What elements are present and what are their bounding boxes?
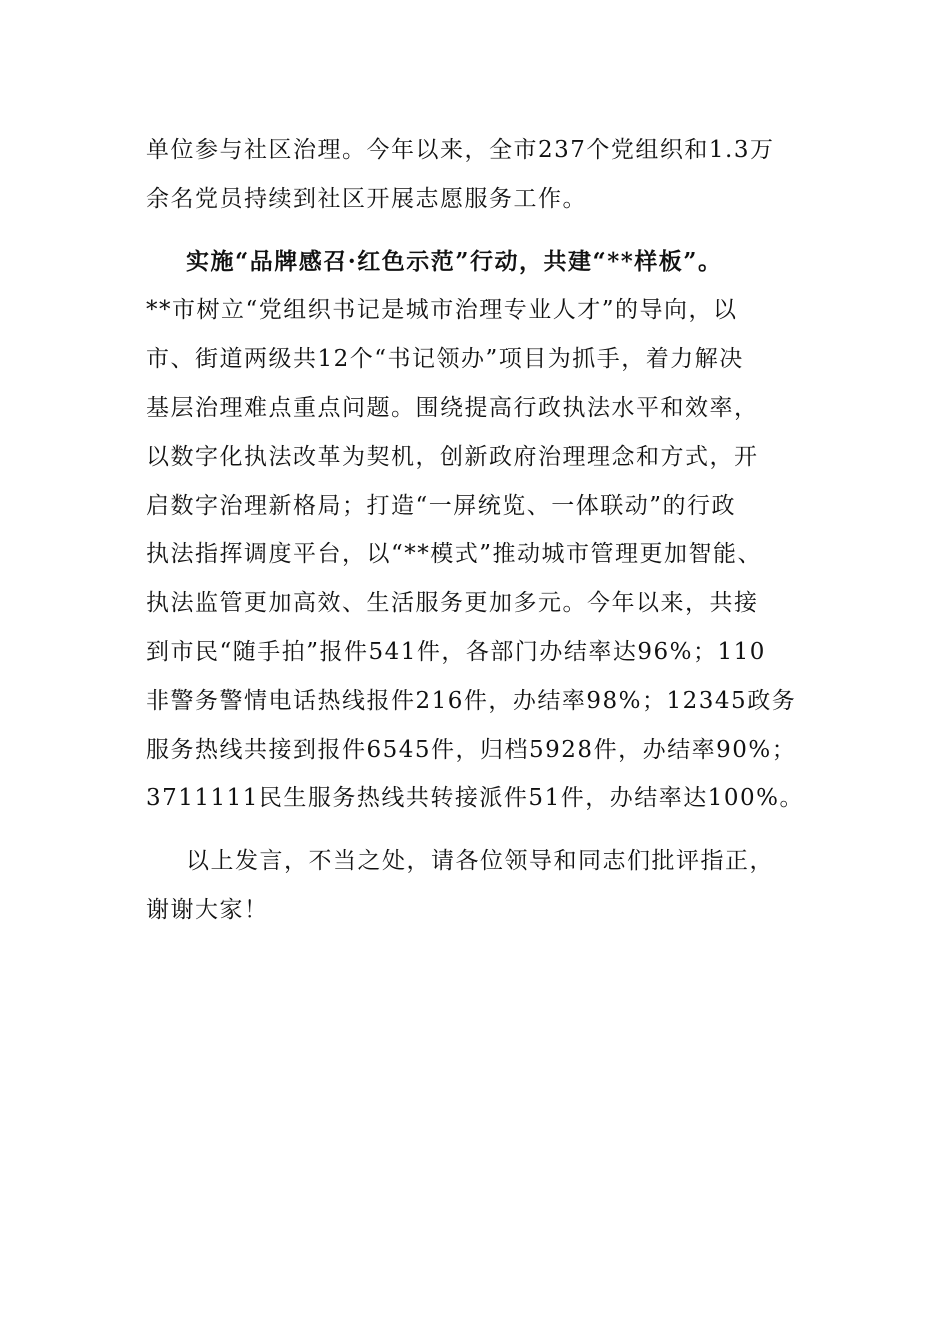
text-line: 基层治理难点重点问题。围绕提高行政执法水平和效率， [146,394,759,421]
text-line: 单位参与社区治理。今年以来，全市237个党组织和1.3万 [146,137,775,163]
text-line: 到市民“随手拍”报件541件，各部门办结率达96%；110 [146,638,766,665]
text-line: 市、街道两级共12个“书记领办”项目为抓手，着力解决 [146,346,744,373]
text-line: 余名党员持续到社区开展志愿服务工作。 [146,185,587,212]
document-body [146,126,826,949]
text-line: 以数字化执法改革为契机，创新政府治理理念和方式，开 [146,443,759,470]
text-line: **市树立“党组织书记是城市治理专业人才”的导向，以 [146,297,738,324]
text-line: 谢谢大家！ [146,896,269,923]
paragraph-community-volunteers [146,126,826,224]
text-line: 启数字治理新格局；打造“一屏统览、一体联动”的行政 [146,492,737,519]
paragraph-closing [146,837,826,935]
text-line: 执法监管更加高效、生活服务更加多元。今年以来，共接 [146,590,759,617]
paragraph-brand-action [146,238,826,824]
text-line: 以上发言，不当之处，请各位领导和同志们批评指正， [186,848,774,875]
section-heading: 实施“品牌感召·红色示范”行动，共建“**样板”。 [186,247,723,275]
text-line: 服务热线共接到报件6545件，归档5928件，办结率90%； [146,736,797,763]
text-line: 执法指挥调度平台，以“**模式”推动城市管理更加智能、 [146,541,763,568]
text-line: 3711111民生服务热线共转接派件51件，办结率达100%。 [146,785,804,812]
text-line: 非警务警情电话热线报件216件，办结率98%；12345政务 [146,687,797,714]
